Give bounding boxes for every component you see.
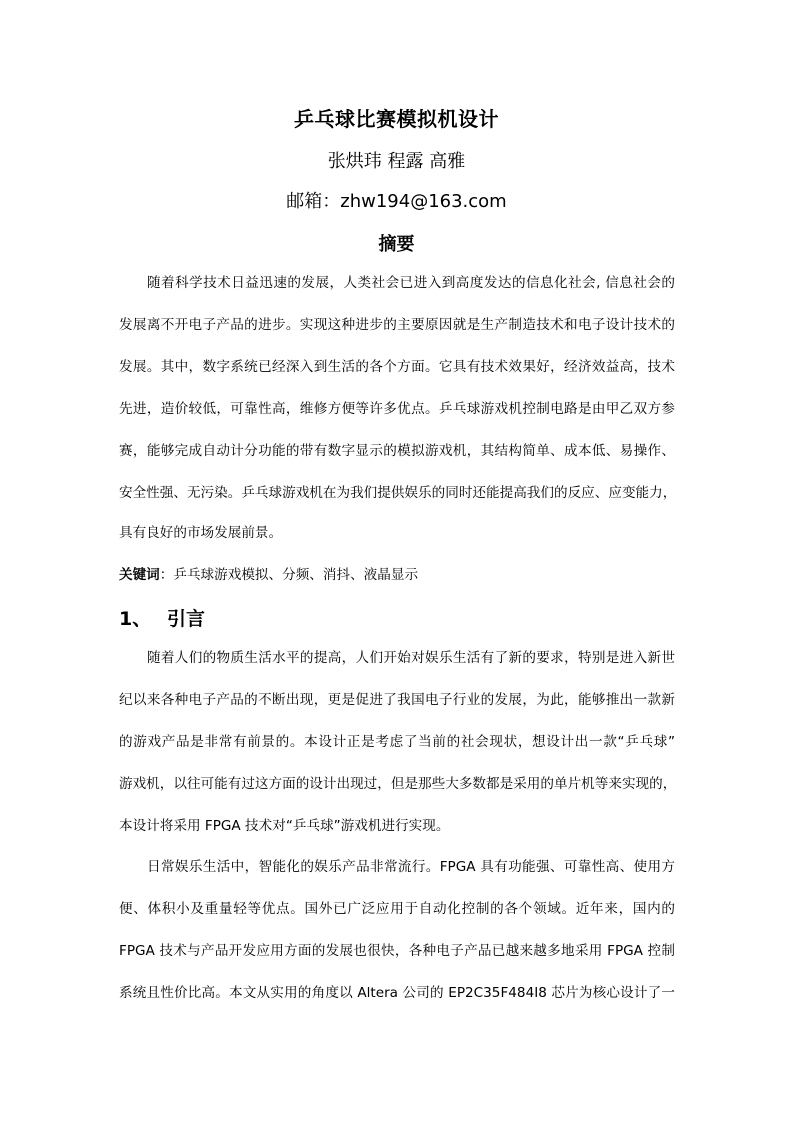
body-line: 游戏机，以往可能有过这方面的设计出现过，但是那些大多数都是采用的单片机等来实现的，	[119, 776, 677, 792]
abstract-line: 随着科学技术日益迅速的发展，人类社会已进入到高度发达的信息化社会, 信息社会的	[147, 275, 675, 291]
abstract-line: 赛，能够完成自动计分功能的带有数字显示的模拟游戏机，其结构简单、成本低、易操作、	[119, 443, 675, 459]
abstract-line: 具有良好的市场发展前景。	[119, 525, 283, 541]
body-line: 随着人们的物质生活水平的提高，人们开始对娱乐生活有了新的要求，特别是进入新世	[147, 650, 675, 666]
keywords-text: ：乒乓球游戏模拟、分频、消抖、液晶显示	[159, 567, 419, 583]
abstract-line: 发展离不开电子产品的进步。实现这种进步的主要原因就是生产制造技术和电子设计技术的	[119, 317, 675, 333]
body-line: 便、体积小及重量轻等优点。国外已广泛应用于自动化控制的各个领域。近年来，国内的	[119, 901, 675, 917]
author-list: 张烘玮 程露 高雅	[327, 151, 466, 172]
body-line: 的游戏产品是非常有前景的。本设计正是考虑了当前的社会现状，想设计出一款“乒乓球”	[119, 734, 675, 750]
abstract-line: 安全性强、无污染。乒乓球游戏机在为我们提供娱乐的同时还能提高我们的反应、应变能力，	[119, 485, 677, 501]
body-line: 系统且性价比高。本文从实用的角度以 Altera 公司的 EP2C35F484I8 芯片为核心设计了一	[119, 985, 675, 1001]
section-title: 引言	[167, 608, 206, 630]
section-heading	[119, 604, 205, 631]
section-number: 1、	[119, 608, 152, 630]
abstract-line: 发展。其中，数字系统已经深入到生活的各个方面。它具有技术效果好，经济效益高，技术	[119, 359, 675, 375]
body-line: FPGA 技术与产品开发应用方面的发展也很快，各种电子产品已越来越多地采用 FPGA 控制	[119, 943, 675, 959]
author-email: 邮箱：zhw194@163.com	[286, 191, 507, 212]
abstract-heading: 摘要	[378, 234, 415, 255]
body-line: 本设计将采用 FPGA 技术对“乒乓球”游戏机进行实现。	[119, 818, 450, 834]
body-line: 日常娱乐生活中，智能化的娱乐产品非常流行。FPGA 具有功能强、可靠性高、使用方	[147, 859, 675, 875]
paper-title: 乒乓球比赛模拟机设计	[294, 107, 499, 131]
body-line: 纪以来各种电子产品的不断出现，更是促进了我国电子行业的发展，为此，能够推出一款新	[119, 692, 675, 708]
abstract-line: 先进，造价较低，可靠性高，维修方便等许多优点。乒乓球游戏机控制电路是由甲乙双方参	[119, 401, 675, 417]
keywords	[119, 565, 418, 585]
keywords-label: 关键词	[119, 567, 160, 583]
